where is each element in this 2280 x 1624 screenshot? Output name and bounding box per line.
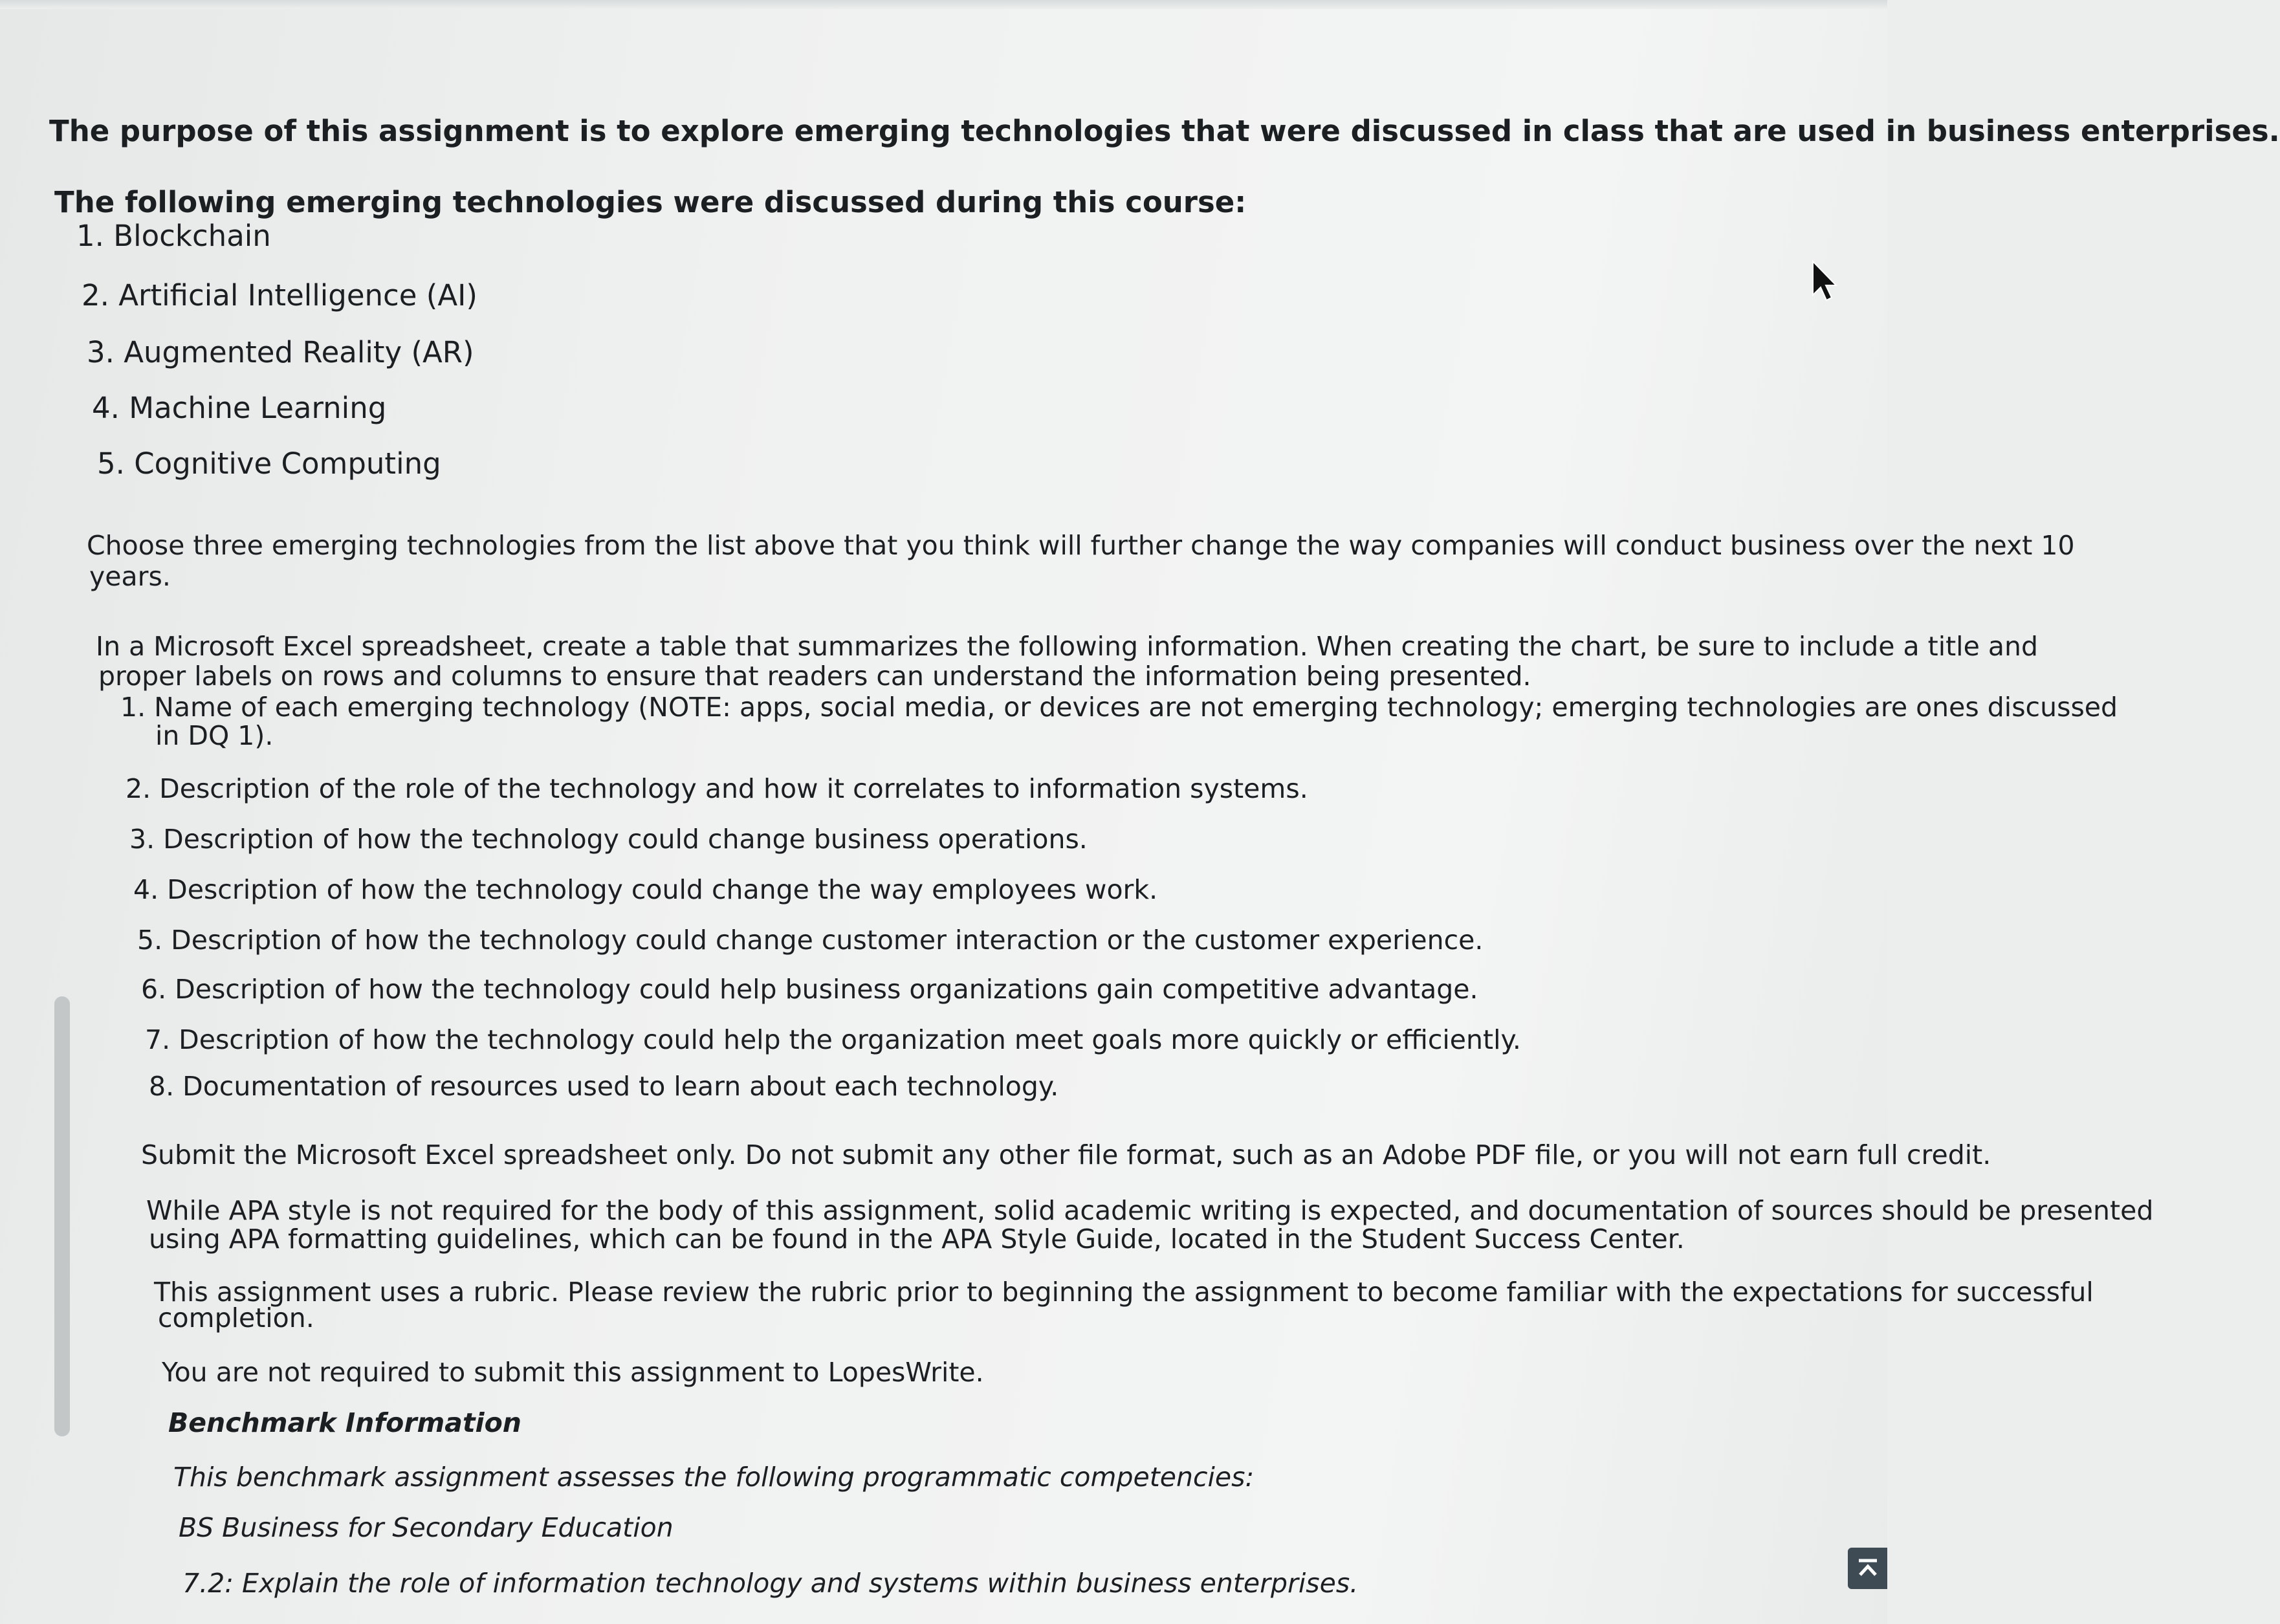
- rubric-text-line2: completion.: [158, 1302, 314, 1333]
- benchmark-heading: Benchmark Information: [168, 1407, 521, 1438]
- requirement-item-continued: in DQ 1).: [155, 720, 274, 751]
- requirement-item: 3. Description of how the technology could change business operations.: [129, 824, 1088, 855]
- rubric-text-line1: This assignment uses a rubric. Please review the rubric prior to beginning the assignment to become familiar with the expectations for successful: [154, 1277, 2094, 1308]
- technologies-heading: The following emerging technologies were discussed during this course:: [54, 185, 1247, 219]
- scrollbar-thumb[interactable]: [54, 996, 70, 1436]
- technology-item: 2. Artificial Intelligence (AI): [82, 278, 477, 313]
- choose-text-line1: Choose three emerging technologies from the list above that you think will further change the way companies will conduct business over the next 10: [87, 530, 2075, 561]
- chevron-up-icon: [1855, 1555, 1881, 1581]
- benchmark-assesses-text: This benchmark assignment assesses the following programmatic competencies:: [173, 1462, 1255, 1493]
- technology-item: 1. Blockchain: [76, 219, 271, 253]
- requirement-item: 5. Description of how the technology could change customer interaction or the customer experience.: [137, 925, 1484, 956]
- requirement-item: 2. Description of the role of the technology and how it correlates to information systems.: [126, 773, 1308, 804]
- spreadsheet-text-line1: In a Microsoft Excel spreadsheet, create a table that summarizes the following information. When creating the chart, be sure to include a title and: [96, 631, 2038, 662]
- intro-text: The purpose of this assignment is to explore emerging technologies that were discussed in class that are used in business enterprises.: [49, 114, 2280, 148]
- mouse-pointer-icon: [1810, 260, 1839, 303]
- technology-item: 3. Augmented Reality (AR): [87, 335, 474, 369]
- requirement-item: 8. Documentation of resources used to learn about each technology.: [149, 1071, 1059, 1102]
- benchmark-competency: 7.2: Explain the role of information technology and systems within business enterprises.: [182, 1568, 1359, 1599]
- back-to-top-button[interactable]: [1848, 1548, 1887, 1589]
- vertical-scrollbar[interactable]: [54, 996, 70, 1436]
- spreadsheet-text-line2: proper labels on rows and columns to ensure that readers can understand the information being presented.: [98, 661, 1531, 692]
- lopeswrite-note: You are not required to submit this assignment to LopesWrite.: [162, 1357, 984, 1388]
- technology-item: 4. Machine Learning: [92, 391, 387, 425]
- requirement-item: 7. Description of how the technology could help the organization meet goals more quickly or efficiently.: [145, 1024, 1521, 1055]
- choose-text-line2: years.: [89, 561, 171, 592]
- apa-text-line1: While APA style is not required for the body of this assignment, solid academic writing is expected, and documentation of sources should be presented: [146, 1195, 2154, 1226]
- benchmark-program: BS Business for Secondary Education: [179, 1512, 674, 1543]
- requirement-item: 4. Description of how the technology could change the way employees work.: [133, 874, 1158, 905]
- requirement-item: 1. Name of each emerging technology (NOTE: apps, social media, or devices are not emerging technology; emerging technologies are ones discussed: [120, 692, 2118, 723]
- submit-note: Submit the Microsoft Excel spreadsheet only. Do not submit any other file format, such as an Adobe PDF file, or you will not earn full credit.: [141, 1139, 1991, 1170]
- apa-text-line2: using APA formatting guidelines, which can be found in the APA Style Guide, located in the Student Success Center.: [149, 1223, 1685, 1255]
- requirement-item: 6. Description of how the technology could help business organizations gain competitive advantage.: [141, 974, 1478, 1005]
- technology-item: 5. Cognitive Computing: [97, 446, 441, 481]
